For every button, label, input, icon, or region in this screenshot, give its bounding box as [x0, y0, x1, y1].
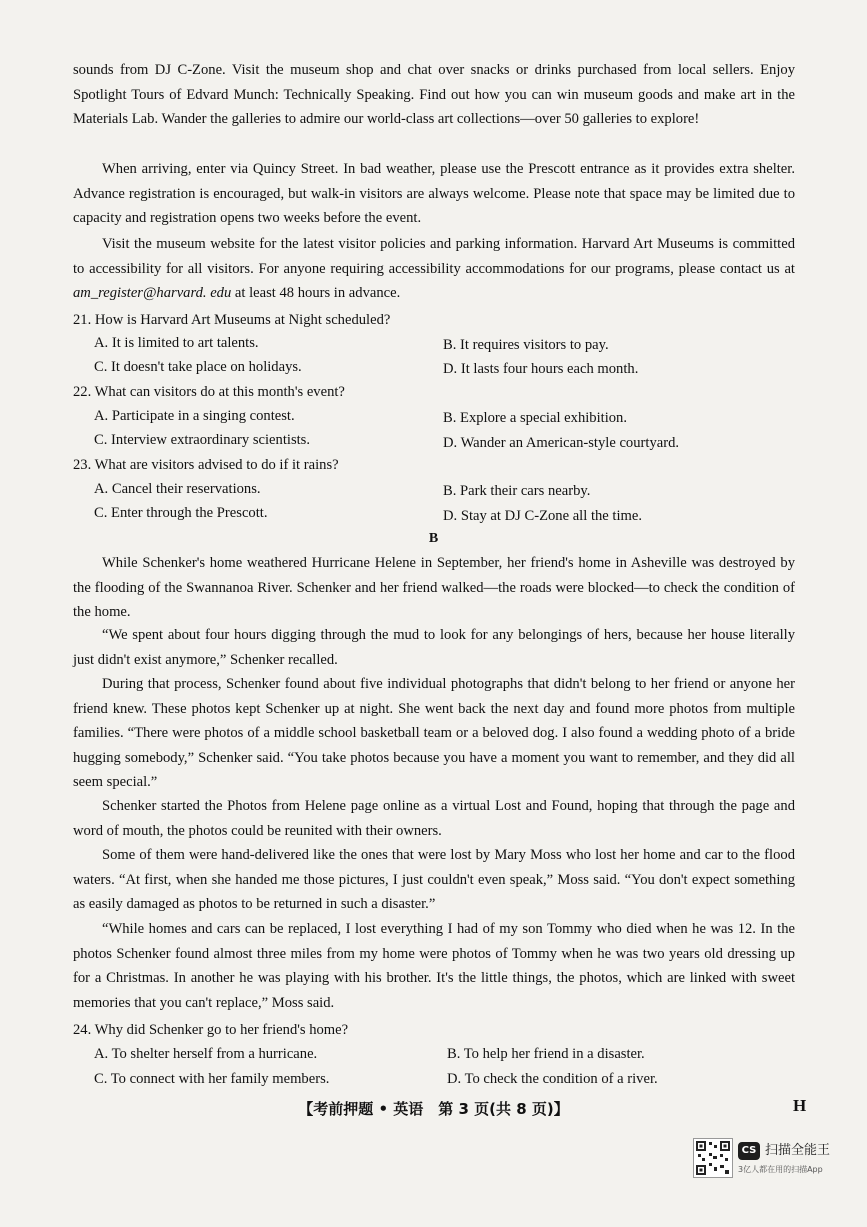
- question-21-option-b: B. It requires visitors to pay.: [443, 337, 609, 353]
- question-22-option-b: B. Explore a special exhibition.: [443, 410, 627, 426]
- paper-version-letter: H: [793, 1096, 807, 1115]
- question-23-stem: 23. What are visitors advised to do if it rains?: [73, 457, 339, 473]
- camscanner-logo: CS: [738, 1142, 760, 1160]
- question-24-option-a: A. To shelter herself from a hurricane.: [94, 1046, 318, 1062]
- section-b-heading: B: [428, 531, 439, 546]
- question-22-option-c: C. Interview extraordinary scientists.: [94, 432, 311, 448]
- question-22-stem: 22. What can visitors do at this month's event?: [73, 384, 345, 400]
- passage-a-paragraph-1: sounds from DJ C-Zone. Visit the museum shop and chat over snacks or drinks purchased from local sellers. Enjoy Spotlight Tours of Edvard Munch: Technically Speaking. Find out how you can win museum goods and make art in the Materials Lab. Wander the galleries to admire our world-class art collections—over 50 galleries to explore!: [73, 62, 795, 128]
- paragraph-3-text-end: at least 48 hours in advance.: [231, 285, 401, 302]
- passage-a-paragraph-3: [73, 232, 795, 306]
- question-23-option-a: A. Cancel their reservations.: [94, 481, 261, 497]
- contact-email: am_register@harvard. edu: [73, 285, 232, 302]
- page-footer: 【考前押题 • 英语 第 3 页(共 8 页)】: [298, 1100, 569, 1118]
- passage-b-paragraph-3: During that process, Schenker found about five individual photographs that didn't belong to her friend or anyone her friend knew. These photos kept Schenker up at night. She went back the next day and found more photos from multiple families. “There were photos of a middle school basketball team or a beloved dog. I also found a wedding photo of a bride hugging somebody,” Schenker said. “You take photos because you have a moment you want to remember, and they did all seem special.”: [73, 676, 795, 791]
- qr-code-icon: [693, 1138, 733, 1178]
- question-24-option-b: B. To help her friend in a disaster.: [447, 1046, 645, 1062]
- question-21-option-c: C. It doesn't take place on holidays.: [94, 359, 302, 375]
- question-23-option-b: B. Park their cars nearby.: [443, 483, 591, 499]
- question-23-option-d: D. Stay at DJ C-Zone all the time.: [443, 508, 643, 524]
- question-24-option-c: C. To connect with her family members.: [94, 1071, 330, 1087]
- passage-b-paragraph-5: Some of them were hand-delivered like the ones that were lost by Mary Moss who lost her home and car to the flood waters. “At first, when she handed me those pictures, I just couldn't even speak,” Moss said. “You don't expect something as easily damaged as photos to be returned in such a disaster.”: [73, 847, 795, 913]
- passage-b-paragraph-4: Schenker started the Photos from Helene page online as a virtual Lost and Found, hoping that through the page and word of mouth, the photos could be reunited with their owners.: [73, 798, 795, 839]
- camscanner-name: 扫描全能王: [765, 1143, 831, 1158]
- question-22-option-a: A. Participate in a singing contest.: [94, 408, 295, 424]
- passage-a-paragraph-2: When arriving, enter via Quincy Street. In bad weather, please use the Prescott entrance as it provides extra shelter. Advance registration is encouraged, but walk-in visitors are always welcome. Please note that space may be limited due to capacity and registration opens two weeks before the event.: [73, 161, 795, 227]
- question-24-stem: 24. Why did Schenker go to her friend's home?: [73, 1022, 349, 1038]
- passage-b-paragraph-1: While Schenker's home weathered Hurricane Helene in September, her friend's home in Asheville was destroyed by the flooding of the Swannanoa River. Schenker and her friend walked—the roads were blocked—to check the condition of the home.: [73, 555, 795, 621]
- camscanner-tagline: 3亿人都在用的扫描App: [738, 1165, 823, 1174]
- passage-b-paragraph-6: “While homes and cars can be replaced, I lost everything I had of my son Tommy who died when he was 12. In the photos Schenker found almost three miles from my home were photos of Tommy when he was two years old dressing up for a Christmas. In another he was playing with his brother. It's the little things, the photos, which are linked with sweet memories that you can't replace,” Moss said.: [73, 921, 795, 1011]
- passage-b-paragraph-2: “We spent about four hours digging through the mud to look for any belongings of hers, because her house literally just didn't exist anymore,” Schenker recalled.: [73, 627, 795, 668]
- question-23-option-c: C. Enter through the Prescott.: [94, 505, 268, 521]
- question-21-option-a: A. It is limited to art talents.: [94, 335, 259, 351]
- paragraph-3-text: Visit the museum website for the latest visitor policies and parking information. Harvard Art Museums is committed to accessibility for all visitors. For anyone requiring accessibility accommodations for our programs, please contact us at: [73, 236, 795, 277]
- question-22-option-d: D. Wander an American-style courtyard.: [443, 435, 680, 451]
- question-21-stem: 21. How is Harvard Art Museums at Night scheduled?: [73, 312, 391, 328]
- question-21-option-d: D. It lasts four hours each month.: [443, 361, 639, 377]
- question-24-option-d: D. To check the condition of a river.: [447, 1071, 658, 1087]
